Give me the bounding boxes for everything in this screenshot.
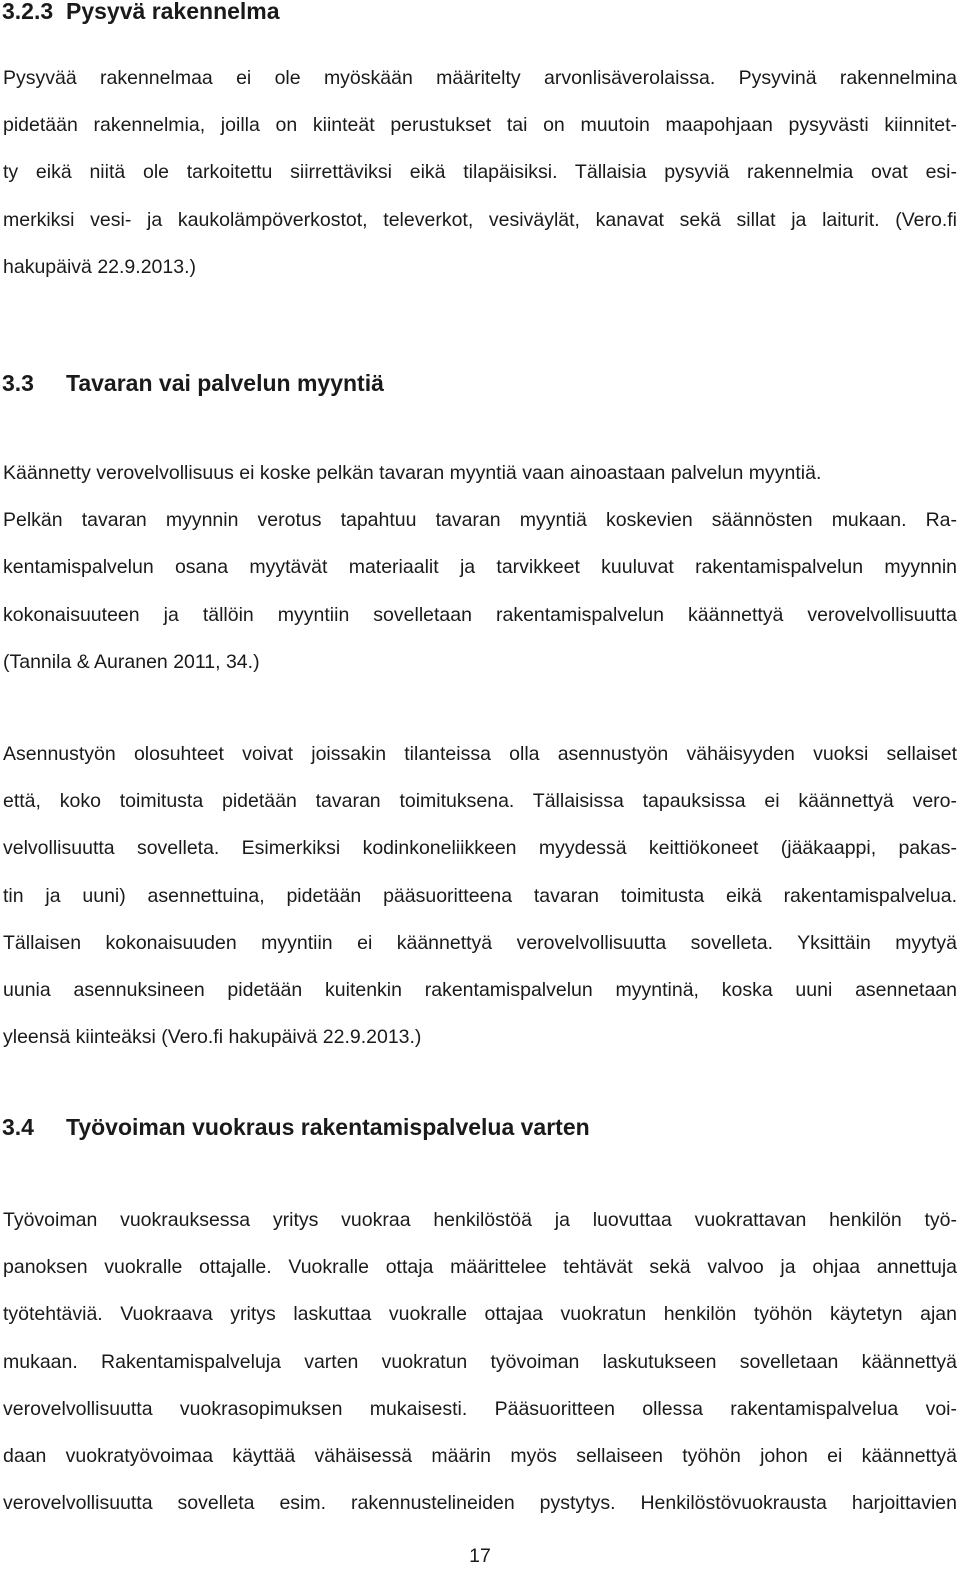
text-line: hakupäivä 22.9.2013.) bbox=[3, 255, 196, 278]
text-line: verovelvollisuutta sovelleta esim. rakennustelineiden pystytys. Henkilöstövuokrausta harjoittavien bbox=[3, 1492, 957, 1515]
paragraph-asennustyo bbox=[3, 731, 957, 1061]
section-heading-3-3 bbox=[2, 369, 384, 397]
text-line: ty eikä niitä ole tarkoitettu siirrettäviksi eikä tilapäisiksi. Tällaisia pysyviä rakennelmia ovat esi- bbox=[3, 161, 957, 184]
text-line: että, koko toimitusta pidetään tavaran toimituksena. Tällaisissa tapauksissa ei käännettyä vero- bbox=[3, 790, 957, 813]
section-number: 3.3 bbox=[2, 370, 34, 396]
text-line: tin ja uuni) asennettuina, pidetään pääsuoritteena tavaran toimitusta eikä rakentamispalvelua. bbox=[3, 884, 957, 907]
text-line: (Tannila & Auranen 2011, 34.) bbox=[3, 650, 260, 673]
text-line: verovelvollisuutta vuokrasopimuksen mukaisesti. Pääsuoritteen ollessa rakentamispalvelua voi- bbox=[3, 1397, 957, 1420]
paragraph-tavaran-vai-palvelun bbox=[3, 450, 957, 686]
section-heading-3-4 bbox=[2, 1113, 590, 1141]
text-line: Käännetty verovelvollisuus ei koske pelkän tavaran myyntiä vaan ainoastaan palvelun myyntiä. bbox=[3, 462, 822, 484]
section-title: Tavaran vai palvelun myyntiä bbox=[66, 370, 384, 396]
text-line: yleensä kiinteäksi (Vero.fi hakupäivä 22.9.2013.) bbox=[3, 1026, 422, 1049]
section-number: 3.2.3 bbox=[2, 0, 54, 24]
paragraph-pysyva-rakennelma bbox=[3, 55, 957, 291]
text-line: panoksen vuokralle ottajalle. Vuokralle ottaja määrittelee tehtävät sekä valvoo ja ohjaa annettuja bbox=[3, 1256, 957, 1279]
text-line: kokonaisuuteen ja tällöin myyntiin sovelletaan rakentamispalvelun käännettyä verovelvollisuutta bbox=[3, 603, 957, 626]
text-line: Tällaisen kokonaisuuden myyntiin ei käännettyä verovelvollisuutta sovelleta. Yksittäin myytyä bbox=[3, 931, 957, 954]
section-number: 3.4 bbox=[2, 1114, 34, 1140]
text-line: Työvoiman vuokrauksessa yritys vuokraa henkilöstöä ja luovuttaa vuokrattavan henkilön työ- bbox=[3, 1209, 957, 1231]
section-heading-3-2-3 bbox=[2, 0, 280, 25]
text-line: työtehtäviä. Vuokraava yritys laskuttaa vuokralle ottajaa vuokratun henkilön työhön käytetyn ajan bbox=[3, 1303, 957, 1326]
text-line: Pelkän tavaran myynnin verotus tapahtuu tavaran myyntiä koskevien säännösten mukaan. Ra- bbox=[3, 509, 957, 532]
text-line: pidetään rakennelmia, joilla on kiinteät perustukset tai on muutoin maapohjaan pysyvästi kiinnitet- bbox=[3, 114, 957, 137]
text-line: velvollisuutta sovelleta. Esimerkiksi kodinkoneliikkeen myydessä keittiökoneet (jääkaappi, pakas- bbox=[3, 837, 957, 860]
section-title: Pysyvä rakennelma bbox=[66, 0, 280, 24]
section-title: Työvoiman vuokraus rakentamispalvelua varten bbox=[66, 1114, 590, 1140]
text-line: kentamispalvelun osana myytävät materiaalit ja tarvikkeet kuuluvat rakentamispalvelun myynnin bbox=[3, 556, 957, 579]
text-line: daan vuokratyövoimaa käyttää vähäisessä määrin myös sellaiseen työhön johon ei käännettyä bbox=[3, 1445, 957, 1468]
text-line: Asennustyön olosuhteet voivat joissakin tilanteissa olla asennustyön vähäisyyden vuoksi sellaiset bbox=[3, 743, 957, 765]
text-line: Pysyvää rakennelmaa ei ole myöskään määritelty arvonlisäverolaissa. Pysyvinä rakennelmina bbox=[3, 67, 957, 89]
text-line: mukaan. Rakentamispalveluja varten vuokratun työvoiman laskutukseen sovelletaan käännettyä bbox=[3, 1350, 957, 1373]
page-number: 17 bbox=[469, 1545, 491, 1567]
text-line: merkiksi vesi- ja kaukolämpöverkostot, televerkot, vesiväylät, kanavat sekä sillat ja laiturit. (Vero.fi bbox=[3, 208, 957, 231]
text-line: uunia asennuksineen pidetään kuitenkin rakentamispalvelun myyntinä, koska uuni asennetaan bbox=[3, 979, 957, 1002]
paragraph-tyovoiman-vuokraus bbox=[3, 1197, 957, 1527]
